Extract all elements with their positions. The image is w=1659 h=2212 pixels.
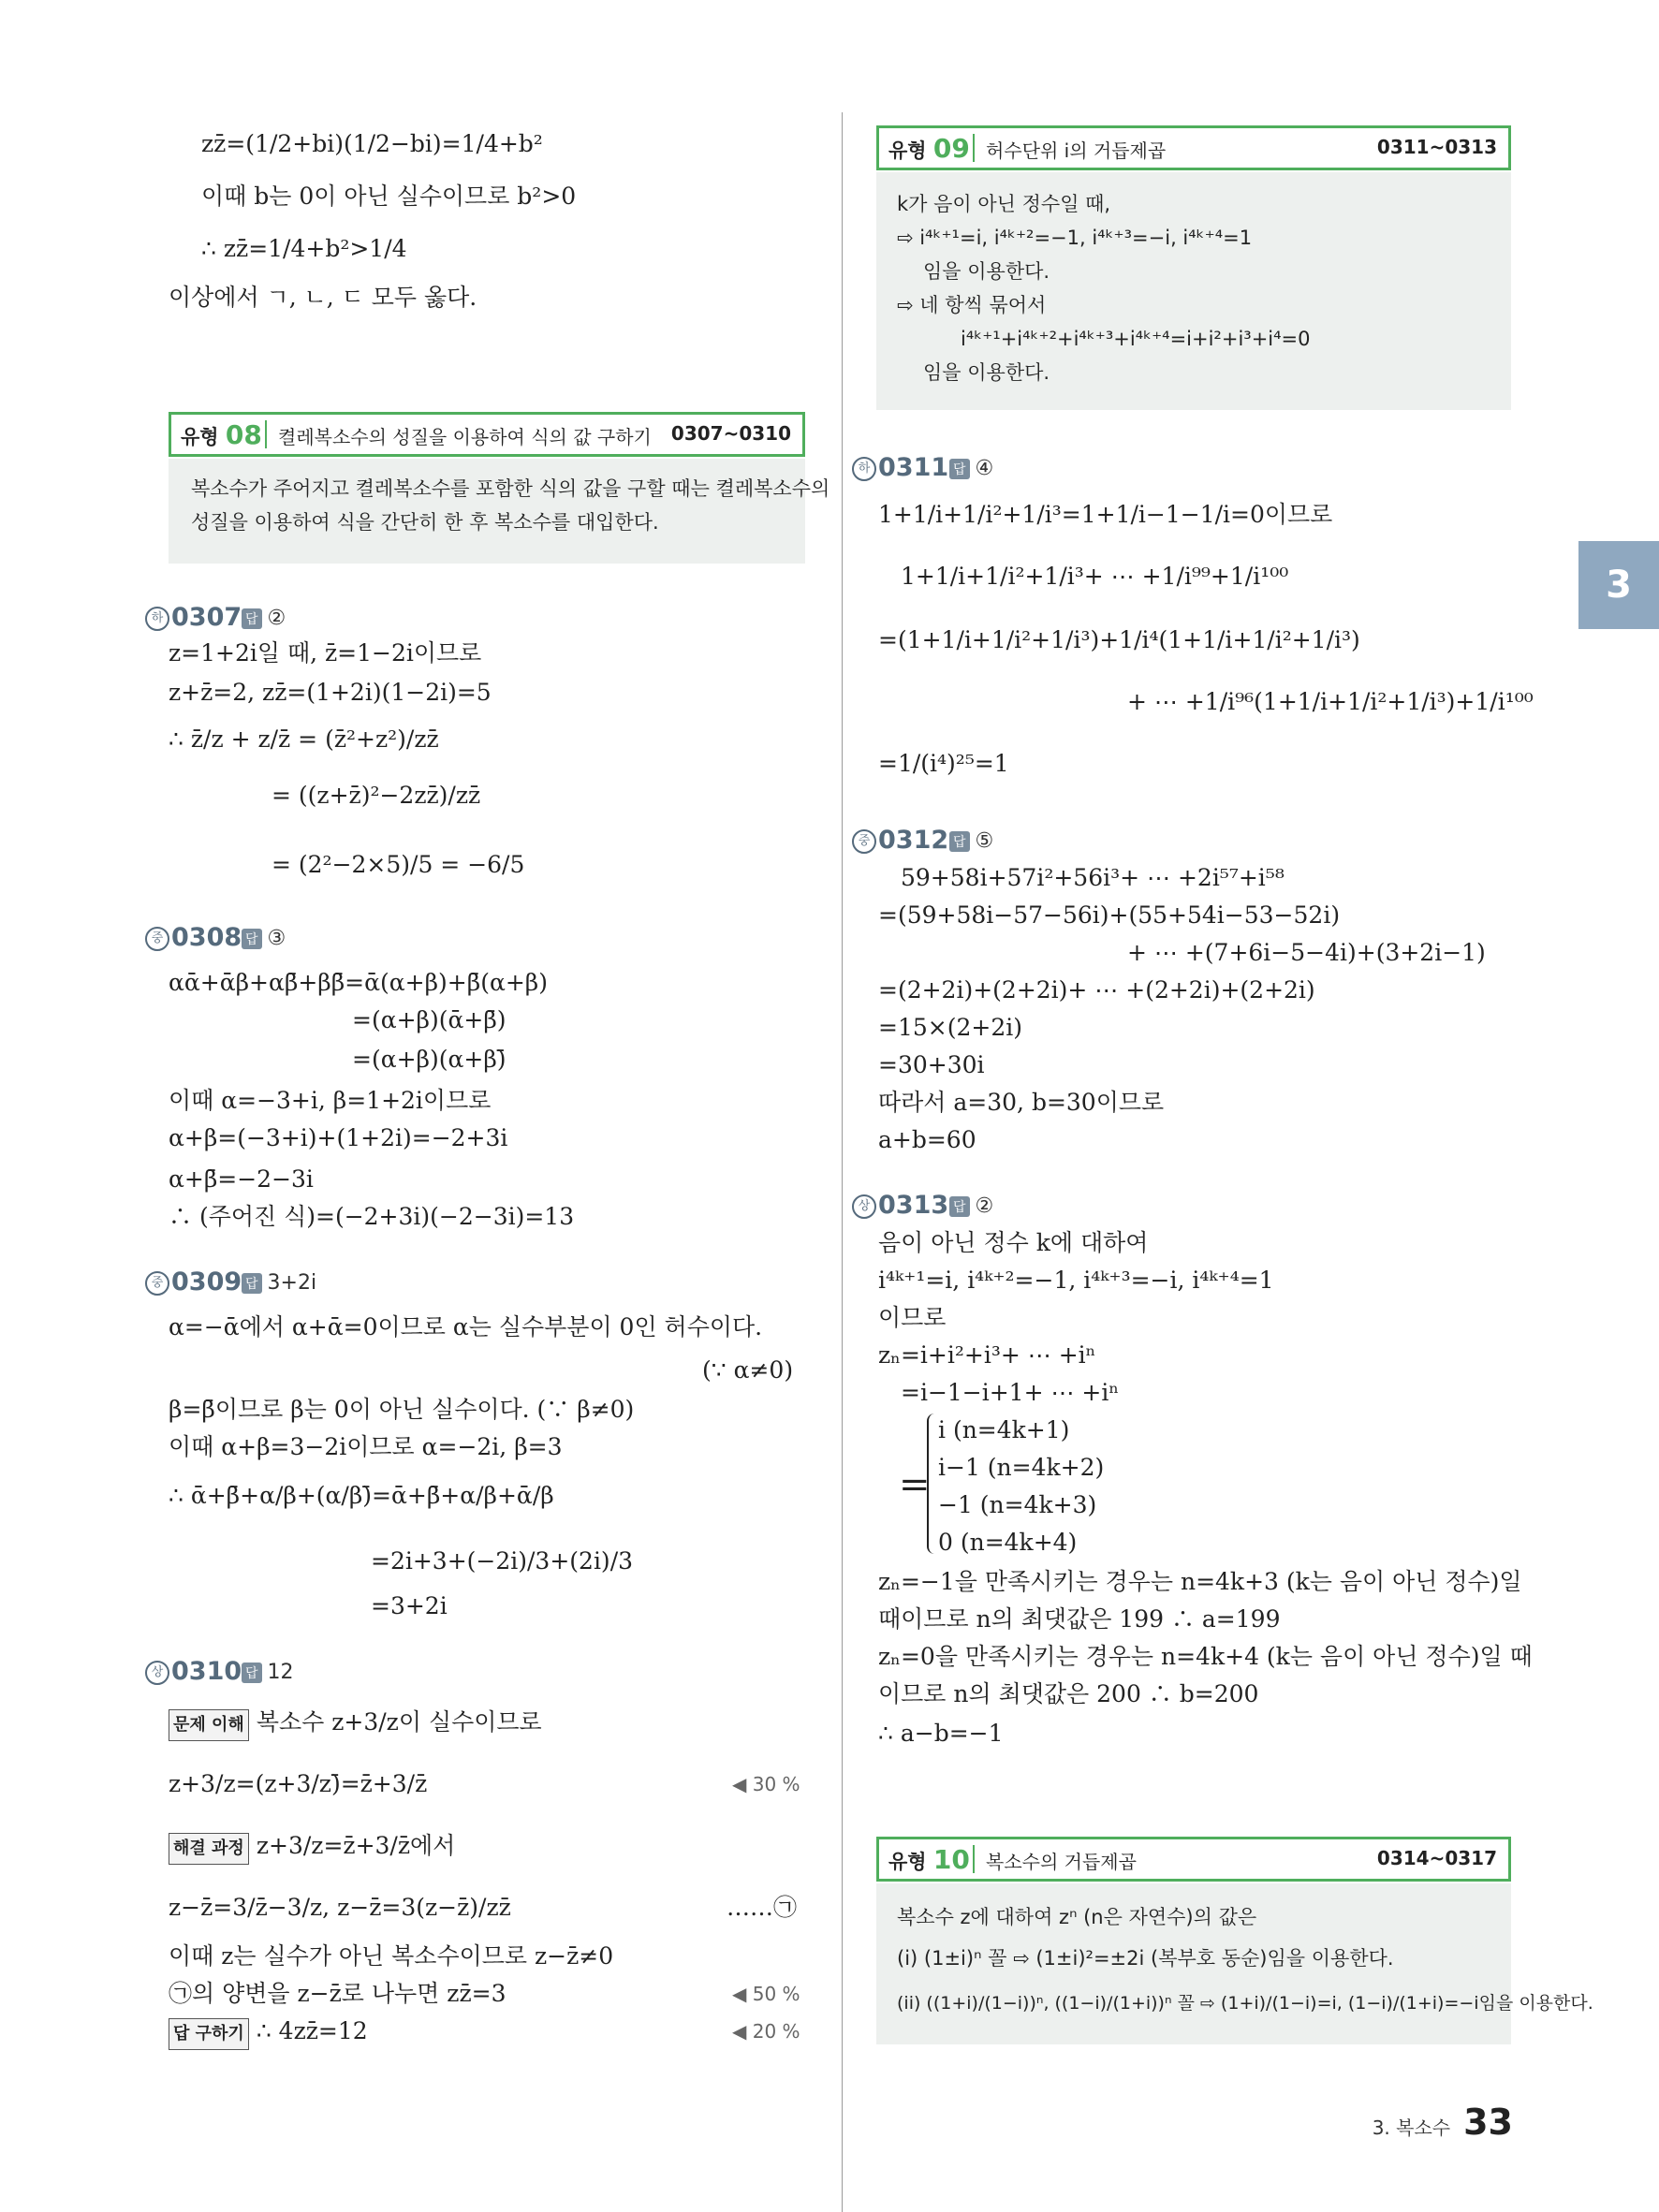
type-separator bbox=[973, 1845, 975, 1873]
tip-line: 복소수 z에 대하여 zⁿ (n은 자연수)의 값은 bbox=[897, 1906, 1257, 1928]
type-title: 복소수의 거듭제곱 bbox=[986, 1851, 1137, 1873]
score-percent: ◀ 20 % bbox=[732, 2020, 800, 2043]
solution-line: + ⋯ +(7+6i−5−4i)+(3+2i−1) bbox=[1127, 939, 1486, 966]
solution-line: =(1+1/i+1/i²+1/i³)+1/i⁴(1+1/i+1/i²+1/i³) bbox=[878, 626, 1360, 653]
answer-mark: 답 bbox=[949, 459, 970, 479]
solution-line: α+β=(−3+i)+(1+2i)=−2+3i bbox=[169, 1124, 508, 1151]
type-title: 켤레복소수의 성질을 이용하여 식의 값 구하기 bbox=[278, 426, 652, 448]
solution-line: z=1+2i일 때, z̄=1−2i이므로 bbox=[169, 639, 482, 667]
solution-line: β=β̄이므로 β는 0이 아닌 실수이다. (∵ β≠0) bbox=[169, 1396, 635, 1423]
solution-line: + ⋯ +1/i⁹⁶(1+1/i+1/i²+1/i³)+1/i¹⁰⁰ bbox=[1127, 688, 1534, 715]
step-tag: 해결 과정 bbox=[169, 1833, 249, 1865]
intro-line: ∴ zz̄=1/4+b²>1/4 bbox=[201, 235, 407, 262]
solution-line: 이므로 bbox=[878, 1304, 947, 1331]
solution-line: zₙ=−1을 만족시키는 경우는 n=4k+3 (k는 음이 아닌 정수)일 bbox=[878, 1568, 1522, 1595]
type-title: 허수단위 i의 거듭제곱 bbox=[986, 139, 1167, 162]
problem-0313-number: 상 0313 bbox=[852, 1191, 948, 1220]
case-line: i−1 (n=4k+2) bbox=[938, 1454, 1105, 1481]
tip-line: ⇨ 네 항씩 묶어서 bbox=[897, 294, 1047, 316]
tip-line: 임을 이용한다. bbox=[923, 260, 1050, 283]
answer-mark: 답 bbox=[949, 1196, 970, 1217]
problem-0308-answer: 답 ③ bbox=[242, 927, 286, 950]
type-range: 0311~0313 bbox=[1376, 136, 1497, 158]
solution-line: =2i+3+(−2i)/3+(2i)/3 bbox=[371, 1547, 634, 1575]
page-footer bbox=[1373, 2102, 1513, 2143]
solution-line: 음이 아닌 정수 k에 대하여 bbox=[878, 1229, 1149, 1256]
solution-line: =30+30i bbox=[878, 1051, 985, 1078]
level-badge: 중 bbox=[145, 927, 169, 951]
solution-line: 이때 α+β=3−2i이므로 α=−2i, β=3 bbox=[169, 1433, 563, 1460]
solution-line: (∵ α≠0) bbox=[702, 1356, 794, 1384]
solution-line: z+3/z=(z+3/z)̄=z̄+3/z̄ bbox=[169, 1770, 428, 1797]
solution-line: ∴ a−b=−1 bbox=[878, 1720, 1004, 1747]
type-header-08 bbox=[169, 412, 805, 457]
type-range: 0314~0317 bbox=[1376, 1847, 1497, 1869]
type-header-10 bbox=[876, 1837, 1511, 1882]
solution-line: =(2+2i)+(2+2i)+ ⋯ +(2+2i)+(2+2i) bbox=[878, 976, 1315, 1003]
tip-line: k가 음이 아닌 정수일 때, bbox=[897, 193, 1111, 215]
answer-mark: 답 bbox=[242, 608, 262, 629]
tip-line: (ii) ((1+i)/(1−i))ⁿ, ((1−i)/(1+i))ⁿ 꼴 ⇨ (1+i)/(1−i)=i, (1−i)/(1+i)=−i임을 이용한다. bbox=[897, 1993, 1593, 2014]
problem-0311-answer: 답 ④ bbox=[949, 457, 993, 480]
solution-line: 답 구하기 ∴ 4zz̄=12 bbox=[169, 2016, 368, 2050]
problem-0313-answer: 답 ② bbox=[949, 1194, 993, 1218]
step-tag: 답 구하기 bbox=[169, 2018, 249, 2050]
solution-line: i⁴ᵏ⁺¹=i, i⁴ᵏ⁺²=−1, i⁴ᵏ⁺³=−i, i⁴ᵏ⁺⁴=1 bbox=[878, 1267, 1274, 1294]
tip-line: i⁴ᵏ⁺¹+i⁴ᵏ⁺²+i⁴ᵏ⁺³+i⁴ᵏ⁺⁴=i+i²+i³+i⁴=0 bbox=[961, 328, 1311, 350]
case-line: 0 (n=4k+4) bbox=[938, 1529, 1078, 1556]
type-range: 0307~0310 bbox=[670, 422, 791, 445]
problem-0310-answer: 답 12 bbox=[242, 1661, 294, 1684]
answer-mark: 답 bbox=[242, 1273, 262, 1294]
problem-0312-answer: 답 ⑤ bbox=[949, 829, 993, 853]
problem-0311-number: 하 0311 bbox=[852, 453, 948, 482]
solution-line: zₙ=0을 만족시키는 경우는 n=4k+4 (k는 음이 아닌 정수)일 때 bbox=[878, 1643, 1533, 1670]
solution-line: ∴ ᾱ+β̄+α/β+(α/β)̄=ᾱ+β̄+α/β+ᾱ/β bbox=[169, 1482, 554, 1509]
solution-line: 문제 이해 복소수 z+3/z이 실수이므로 bbox=[169, 1707, 542, 1741]
solution-line: 1+1/i+1/i²+1/i³+ ⋯ +1/i⁹⁹+1/i¹⁰⁰ bbox=[901, 563, 1289, 590]
tip-line: (i) (1±i)ⁿ 꼴 ⇨ (1±i)²=±2i (복부호 동순)임을 이용한다. bbox=[897, 1947, 1394, 1970]
solution-line: αᾱ+ᾱβ+αβ̄+ββ̄=ᾱ(α+β)+β̄(α+β) bbox=[169, 969, 548, 996]
solution-line: z+z̄=2, zz̄=(1+2i)(1−2i)=5 bbox=[169, 679, 492, 706]
score-percent: ◀ 30 % bbox=[732, 1773, 800, 1795]
solution-line: =3+2i bbox=[371, 1592, 448, 1619]
type-label: 유형 10 bbox=[888, 1844, 970, 1875]
solution-line: z−z̄=3/z̄−3/z, z−z̄=3(z−z̄)/zz̄ bbox=[169, 1894, 511, 1921]
answer-mark: 답 bbox=[242, 1663, 262, 1683]
type-header-09 bbox=[876, 125, 1511, 170]
answer-mark: 답 bbox=[242, 929, 262, 949]
answer-mark: 답 bbox=[949, 831, 970, 852]
solution-line: α=−ᾱ에서 α+ᾱ=0이므로 α는 실수부분이 0인 허수이다. bbox=[169, 1313, 763, 1340]
problem-0307-number: 하 0307 bbox=[145, 603, 242, 632]
solution-line: =(59+58i−57−56i)+(55+54i−53−52i) bbox=[878, 901, 1341, 929]
tip-line: 임을 이용한다. bbox=[923, 361, 1050, 384]
solution-line: =15×(2+2i) bbox=[878, 1014, 1022, 1041]
solution-line: ㉠의 양변을 z−z̄로 나누면 zz̄=3 bbox=[169, 1980, 507, 2007]
score-percent: ◀ 50 % bbox=[732, 1983, 800, 2005]
solution-line: = ((z+z̄)²−2zz̄)/zz̄ bbox=[272, 782, 481, 809]
case-line: i (n=4k+1) bbox=[938, 1416, 1070, 1443]
level-badge: 중 bbox=[852, 829, 876, 854]
solution-line: =i−1−i+1+ ⋯ +iⁿ bbox=[901, 1379, 1120, 1406]
type-tip-08 bbox=[169, 459, 830, 564]
chapter-title: 3. 복소수 bbox=[1372, 2117, 1451, 2139]
solution-line: α+β̄=−2−3i bbox=[169, 1165, 314, 1193]
level-badge: 중 bbox=[145, 1271, 169, 1296]
level-badge: 하 bbox=[145, 607, 169, 631]
level-badge: 상 bbox=[852, 1194, 876, 1219]
problem-0312-number: 중 0312 bbox=[852, 826, 948, 855]
solution-line: =(α+β)(ᾱ+β̄) bbox=[352, 1006, 507, 1033]
type-label: 유형 09 bbox=[888, 133, 970, 164]
type-separator bbox=[265, 420, 267, 448]
level-badge: 하 bbox=[852, 457, 876, 481]
solution-line: ∴ (주어진 식)=(−2+3i)(−2−3i)=13 bbox=[169, 1203, 575, 1230]
type-separator bbox=[973, 134, 975, 162]
solution-line: 이때 α=−3+i, β=1+2i이므로 bbox=[169, 1087, 492, 1114]
problem-0307-answer: 답 ② bbox=[242, 607, 286, 630]
solution-line: 1+1/i+1/i²+1/i³=1+1/i−1−1/i=0이므로 bbox=[878, 501, 1333, 528]
equation-ref: ……㉠ bbox=[727, 1894, 798, 1921]
solution-line: a+b=60 bbox=[878, 1126, 976, 1153]
case-line: −1 (n=4k+3) bbox=[938, 1491, 1097, 1518]
page-number: 33 bbox=[1463, 2102, 1513, 2143]
level-badge: 상 bbox=[145, 1661, 169, 1685]
step-tag: 문제 이해 bbox=[169, 1709, 249, 1741]
tip-line: ⇨ i⁴ᵏ⁺¹=i, i⁴ᵏ⁺²=−1, i⁴ᵏ⁺³=−i, i⁴ᵏ⁺⁴=1 bbox=[897, 227, 1253, 249]
tip-line: 복소수가 주어지고 켤레복소수를 포함한 식의 값을 구할 때는 켤레복소수의 bbox=[191, 477, 830, 500]
type-label: 유형 08 bbox=[181, 419, 262, 450]
solution-line: 59+58i+57i²+56i³+ ⋯ +2i⁵⁷+i⁵⁸ bbox=[901, 864, 1285, 891]
solution-line: 따라서 a=30, b=30이므로 bbox=[878, 1089, 1165, 1116]
type-tip-10 bbox=[876, 1883, 1593, 2044]
solution-line: =1/(i⁴)²⁵=1 bbox=[878, 750, 1009, 777]
solution-line: 이므로 n의 최댓값은 200 ∴ b=200 bbox=[878, 1680, 1259, 1707]
problem-0310-number: 상 0310 bbox=[145, 1657, 242, 1686]
intro-line: 이때 b는 0이 아닌 실수이므로 b²>0 bbox=[201, 183, 577, 210]
solution-line: 때이므로 n의 최댓값은 199 ∴ a=199 bbox=[878, 1605, 1281, 1633]
chapter-tab: 3 bbox=[1578, 541, 1659, 629]
solution-line: ∴ z̄/z + z/z̄ = (z̄²+z²)/zz̄ bbox=[169, 725, 439, 753]
case-brace bbox=[927, 1414, 938, 1554]
solution-line: = (2²−2×5)/5 = −6/5 bbox=[272, 851, 525, 878]
problem-0309-answer: 답 3+2i bbox=[242, 1271, 316, 1295]
intro-line: 이상에서 ㄱ, ㄴ, ㄷ 모두 옳다. bbox=[169, 284, 477, 311]
case-equals: = bbox=[899, 1463, 931, 1506]
type-tip-09 bbox=[876, 172, 1511, 410]
solution-line: 이때 z는 실수가 아닌 복소수이므로 z−z̄≠0 bbox=[169, 1942, 614, 1970]
solution-line: 해결 과정 z+3/z=z̄+3/z̄에서 bbox=[169, 1831, 455, 1865]
intro-line: zz̄=(1/2+bi)(1/2−bi)=1/4+b² bbox=[201, 130, 543, 157]
tip-line: 성질을 이용하여 식을 간단히 한 후 복소수를 대입한다. bbox=[191, 511, 659, 534]
solution-line: =(α+β)(α+β)̄ bbox=[352, 1046, 507, 1073]
problem-0309-number: 중 0309 bbox=[145, 1267, 242, 1296]
problem-0308-number: 중 0308 bbox=[145, 923, 242, 952]
column-divider bbox=[842, 112, 843, 2212]
solution-line: zₙ=i+i²+i³+ ⋯ +iⁿ bbox=[878, 1341, 1096, 1369]
